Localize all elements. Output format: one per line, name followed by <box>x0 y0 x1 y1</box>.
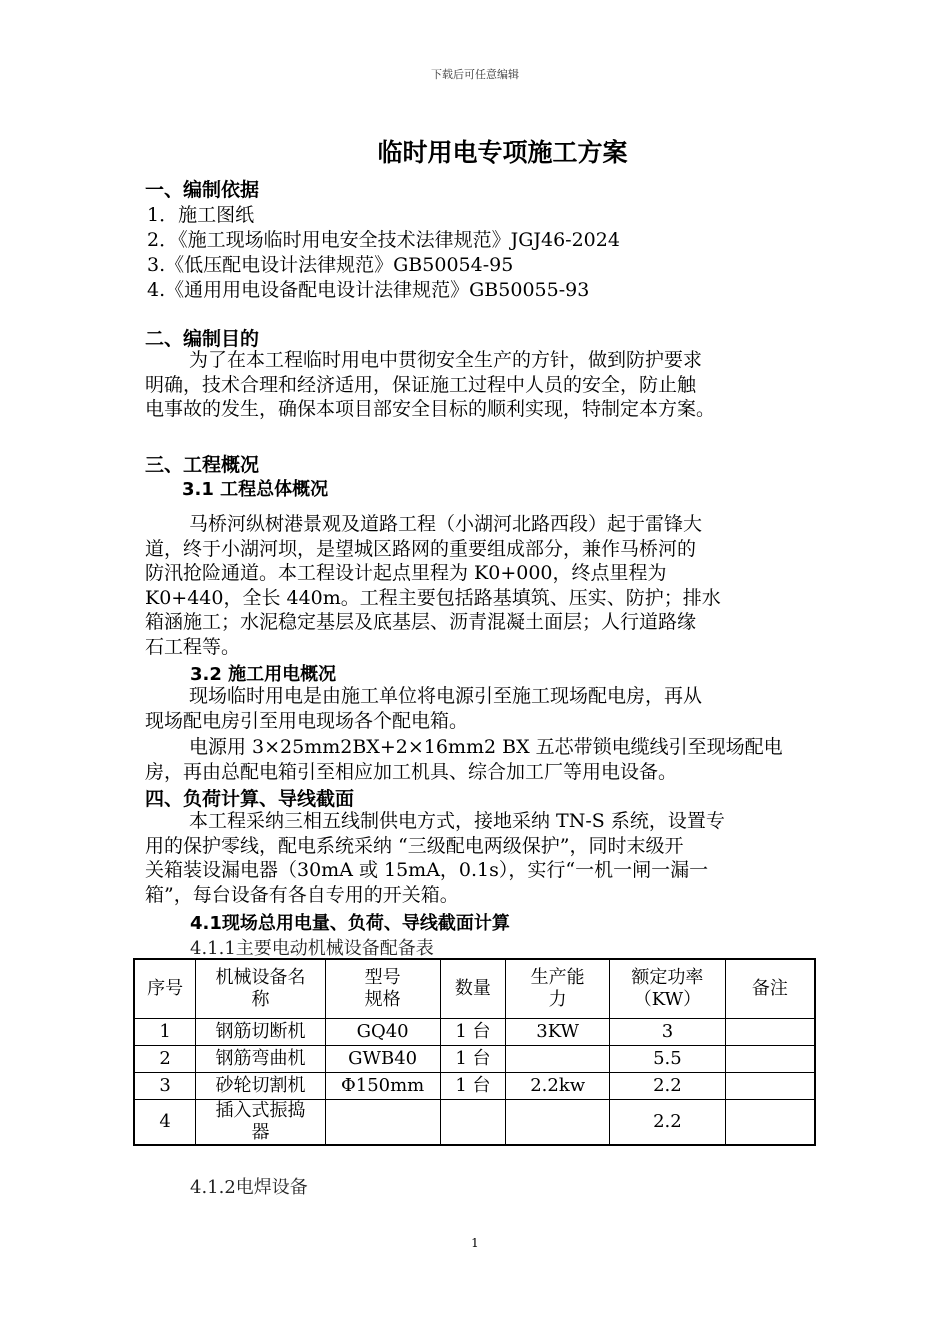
table-cell <box>325 1100 440 1146</box>
subsection-3-1-heading: 3.1 工程总体概况 <box>182 479 329 500</box>
table-cell: 2.2kw <box>506 1073 610 1100</box>
table-cell: 3 <box>134 1073 196 1100</box>
subsection-4-1-heading: 4.1现场总用电量、负荷、导线截面计算 <box>190 913 510 934</box>
power-overview-paragraph-1 <box>145 684 807 733</box>
table-cell <box>506 1100 610 1146</box>
document-title: 临时用电专项施工方案 <box>377 138 628 167</box>
table-cell: 3 <box>610 1019 726 1046</box>
table-cell: 3KW <box>506 1019 610 1046</box>
table-cell: 砂轮切割机 <box>196 1073 325 1100</box>
table-cell: 钢筋切断机 <box>196 1019 325 1046</box>
table-header-row <box>134 959 815 1019</box>
basis-item-1: 1．施工图纸 <box>147 204 255 226</box>
table-row <box>134 1046 815 1073</box>
table-cell: 2.2 <box>610 1100 726 1146</box>
subsection-3-2-heading: 3.2 施工用电概况 <box>190 664 337 685</box>
purpose-line: 电事故的发生，确保本项目部安全目标的顺利实现，特制定本方案。 <box>145 398 716 420</box>
table-caption: 4.1.1主要电动机械设备配备表 <box>190 938 434 959</box>
overview-paragraph <box>145 512 807 659</box>
table-cell: 钢筋弯曲机 <box>196 1046 325 1073</box>
overview-line: 道，终于小湖河坝，是望城区路网的重要组成部分，兼作马桥河的 <box>145 537 697 560</box>
table-cell: 2 <box>134 1046 196 1073</box>
table-cell: 4 <box>134 1100 196 1146</box>
table-cell: GWB40 <box>325 1046 440 1073</box>
header-cell-name: 机械设备名 称 <box>196 959 325 1019</box>
table-cell <box>440 1100 506 1146</box>
table-cell: Φ150mm <box>325 1073 440 1100</box>
table-cell: 5.5 <box>610 1046 726 1073</box>
table-cell <box>725 1019 815 1046</box>
overview-line: 马桥河纵树港景观及道路工程（小湖河北路西段）起于雷锋大 <box>189 513 703 535</box>
purpose-line: 明确，技术合理和经济适用，保证施工过程中人员的安全，防止触 <box>145 373 697 396</box>
power-line: 电源用 3×25mm2BX+2×16mm2 BX 五芯带锁电缆线引至现场配电 <box>189 736 783 758</box>
load-line: 用的保护零线，配电系统采纳 “三级配电两级保护”，同时末级开 <box>145 834 684 857</box>
basis-item-2: 2．《施工现场临时用电安全技术法律规范》JGJ46-2024 <box>147 229 620 251</box>
header-cell-power: 额定功率 （KW） <box>610 959 726 1019</box>
equipment-table <box>133 958 816 1146</box>
header-cell-capacity: 生产能 力 <box>506 959 610 1019</box>
purpose-paragraph <box>145 348 807 422</box>
table-cell <box>506 1046 610 1073</box>
overview-line: K0+440，全长 440m。工程主要包括路基填筑、压实、防护；排水 <box>145 586 721 609</box>
purpose-line: 为了在本工程临时用电中贯彻安全生产的方针，做到防护要求 <box>189 349 703 371</box>
section1-heading: 一、编制依据 <box>145 179 260 201</box>
table-cell: 插入式振捣 器 <box>196 1100 325 1146</box>
load-line: 本工程采纳三相五线制供电方式，接地采纳 TN-S 系统，设置专 <box>189 810 725 832</box>
basis-item-3: 3.《低压配电设计法律规范》GB50054-95 <box>147 254 514 276</box>
table-row <box>134 1100 815 1146</box>
table-cell: 1 台 <box>440 1019 506 1046</box>
table-cell <box>725 1073 815 1100</box>
next-table-caption: 4.1.2电焊设备 <box>190 1177 308 1198</box>
table-cell <box>725 1046 815 1073</box>
table-row <box>134 1019 815 1046</box>
power-line: 现场临时用电是由施工单位将电源引至施工现场配电房，再从 <box>189 685 703 707</box>
basis-item-4: 4.《通用用电设备配电设计法律规范》GB50055-93 <box>147 279 590 301</box>
header-cell-remarks: 备注 <box>725 959 815 1019</box>
header-cell-index: 序号 <box>134 959 196 1019</box>
section2-heading: 二、编制目的 <box>145 328 260 350</box>
table-cell <box>725 1100 815 1146</box>
load-line: 箱”，每台设备有各自专用的开关箱。 <box>145 883 459 906</box>
table-row <box>134 1073 815 1100</box>
overview-line: 石工程等。 <box>145 635 241 658</box>
power-line: 现场配电房引至用电现场各个配电箱。 <box>145 709 469 732</box>
load-line: 关箱装设漏电器（30mA 或 15mA，0.1s），实行“一机一闸一漏一 <box>145 859 709 881</box>
table-cell: 1 台 <box>440 1073 506 1100</box>
header-cell-model: 型号 规格 <box>325 959 440 1019</box>
table-cell: 2.2 <box>610 1073 726 1100</box>
load-paragraph <box>145 809 807 907</box>
header-note: 下载后可任意编辑 <box>431 68 519 81</box>
overview-line: 防汛抢险通道。本工程设计起点里程为 K0+000，终点里程为 <box>145 562 667 584</box>
header-cell-quantity: 数量 <box>440 959 506 1019</box>
power-overview-paragraph-2 <box>145 735 807 784</box>
table-cell: GQ40 <box>325 1019 440 1046</box>
overview-line: 箱涵施工；水泥稳定基层及底基层、沥青混凝土面层；人行道路缘 <box>145 611 697 633</box>
table-cell: 1 <box>134 1019 196 1046</box>
section3-heading: 三、工程概况 <box>145 454 260 476</box>
page-number: 1 <box>471 1236 479 1250</box>
table-cell: 1 台 <box>440 1046 506 1073</box>
power-line: 房，再由总配电箱引至相应加工机具、综合加工厂等用电设备。 <box>145 760 678 783</box>
section4-heading: 四、负荷计算、导线截面 <box>145 788 355 810</box>
